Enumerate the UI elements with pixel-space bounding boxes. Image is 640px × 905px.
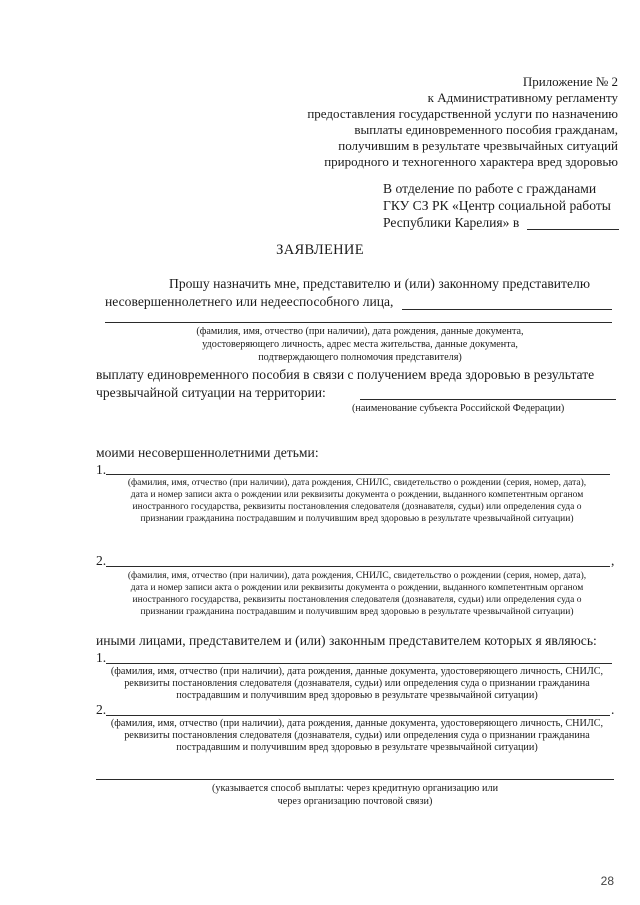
- child-2-caption-4: признании гражданина пострадавшим и получившим вред здоровью в результате чрезвычайной ситуации): [140, 607, 574, 617]
- applicant-caption-3: подтверждающего полномочия представителя): [258, 352, 462, 363]
- other-2-number: 2.: [96, 702, 107, 717]
- others-heading: иными лицами, представителем и (или) законным представителем которых я являюсь:: [96, 633, 597, 648]
- child-1-number: 1.: [96, 462, 107, 477]
- appendix-line-1: Приложение № 2: [522, 74, 618, 89]
- appendix-line-4: выплаты единовременного пособия гражданам,: [354, 122, 618, 137]
- child-2-number: 2.: [96, 553, 107, 568]
- payment-method-blank-line[interactable]: [96, 779, 614, 780]
- child-1-caption-1: (фамилия, имя, отчество (при наличии), дата рождения, СНИЛС, свидетельство о рождении (серия, номер, дата),: [127, 478, 587, 488]
- region-blank-line[interactable]: [360, 399, 616, 400]
- child-2-caption-1: (фамилия, имя, отчество (при наличии), дата рождения, СНИЛС, свидетельство о рождении (серия, номер, дата),: [127, 571, 587, 581]
- child-2-trail: ,: [611, 553, 615, 568]
- child-1-caption-3: иностранного государства, реквизиты постановления следователя (дознавателя, судьи) или определения суда о: [132, 502, 582, 512]
- applicant-blank-line-1[interactable]: [402, 309, 612, 310]
- addressee-blank-line[interactable]: [527, 229, 619, 230]
- other-2-caption-1: (фамилия, имя, отчество (при наличии), дата рождения, данные документа, удостоверяющего личность, СНИЛС,: [110, 718, 604, 729]
- other-1-caption-3: пострадавшим и получившим вред здоровью в результате чрезвычайной ситуации): [176, 690, 538, 701]
- appendix-line-2: к Административному регламенту: [427, 90, 618, 105]
- appendix-line-5: получившим в результате чрезвычайных ситуаций: [338, 138, 618, 153]
- child-1-caption-4: признании гражданина пострадавшим и получившим вред здоровью в результате чрезвычайной ситуации): [140, 514, 574, 524]
- addressee-line-3: Республики Карелия» в: [383, 215, 520, 230]
- child-2-blank-line[interactable]: [106, 566, 610, 567]
- child-1-caption-2: дата и номер записи акта о рождении или реквизиты документа о рождении, выданного компетентным органом: [130, 490, 584, 500]
- payment-method-caption-1: (указывается способ выплаты: через кредитную организацию или: [211, 783, 499, 794]
- other-2-blank-line[interactable]: [106, 715, 610, 716]
- appendix-line-3: предоставления государственной услуги по назначению: [307, 106, 618, 121]
- other-2-caption-2: реквизиты постановления следователя (дознавателя, судьи) или определения суда о признании гражданина: [124, 730, 590, 741]
- payment-method-caption-2: через организацию почтовой связи): [277, 796, 433, 807]
- other-2-caption-3: пострадавшим и получившим вред здоровью в результате чрезвычайной ситуации): [176, 742, 538, 753]
- region-caption: (наименование субъекта Российской Федерации): [352, 403, 565, 414]
- document-title: ЗАЯВЛЕНИЕ: [276, 242, 364, 258]
- request-line-1: Прошу назначить мне, представителю и (или) законному представителю: [169, 276, 590, 291]
- payment-line-1: выплату единовременного пособия в связи с получением вреда здоровью в результате: [96, 367, 595, 382]
- other-1-caption-1: (фамилия, имя, отчество (при наличии), дата рождения, данные документа, удостоверяющего личность, СНИЛС,: [110, 666, 604, 677]
- other-1-caption-2: реквизиты постановления следователя (дознавателя, судьи) или определения суда о признании гражданина: [124, 678, 590, 689]
- appendix-line-6: природного и техногенного характера вред здоровью: [324, 154, 618, 169]
- applicant-caption-1: (фамилия, имя, отчество (при наличии), дата рождения, данные документа,: [196, 326, 524, 337]
- request-line-2: несовершеннолетнего или недееспособного лица,: [105, 294, 394, 309]
- child-1-blank-line[interactable]: [106, 474, 610, 475]
- other-1-number: 1.: [96, 650, 107, 665]
- applicant-blank-line-2[interactable]: [105, 322, 612, 323]
- child-2-caption-3: иностранного государства, реквизиты постановления следователя (дознавателя, судьи) или определения суда о: [132, 595, 582, 605]
- addressee-line-1: В отделение по работе с гражданами: [383, 181, 597, 196]
- child-2-caption-2: дата и номер записи акта о рождении или реквизиты документа о рождении, выданного компетентным органом: [130, 583, 584, 593]
- other-2-trail: .: [611, 702, 615, 717]
- page-number: 28: [600, 874, 614, 888]
- applicant-caption-2: удостоверяющего личность, адрес места жительства, данные документа,: [202, 339, 518, 350]
- payment-line-2: чрезвычайной ситуации на территории:: [96, 385, 326, 400]
- addressee-line-2: ГКУ СЗ РК «Центр социальной работы: [383, 198, 611, 213]
- other-1-blank-line[interactable]: [106, 663, 612, 664]
- children-heading: моими несовершеннолетними детьми:: [96, 445, 319, 460]
